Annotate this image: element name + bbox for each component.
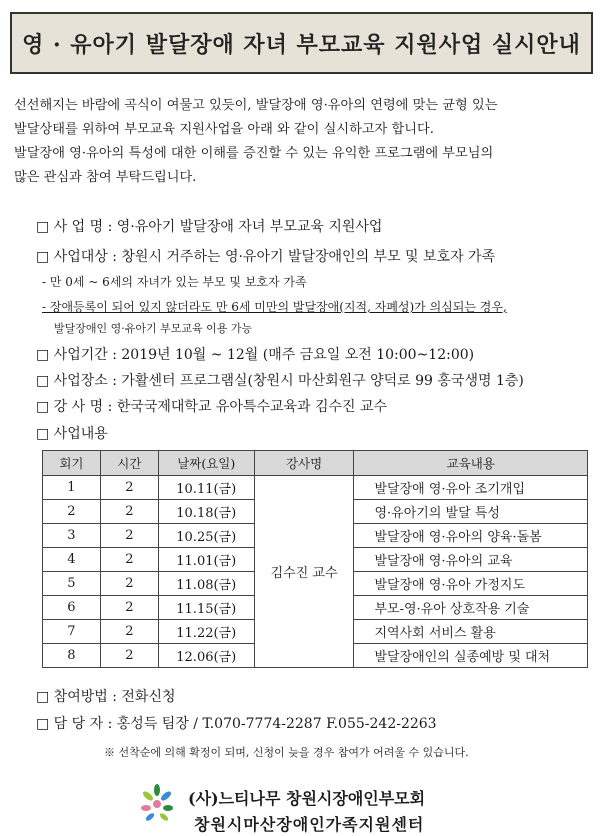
intro-line: 발달상태를 위하여 부모교육 지원사업을 아래 와 같이 실시하고자 합니다. (14, 122, 434, 137)
target-detail: 발달장애인 영·유아기 부모교육 이용 가능 (54, 322, 253, 335)
cell-hours: 2 (100, 500, 158, 524)
cell-date: 11.01(금) (158, 548, 254, 572)
cell-session: 2 (43, 500, 101, 524)
intro-paragraph (14, 94, 594, 190)
header-date: 날짜(요일) (158, 451, 254, 476)
cell-session: 3 (43, 524, 101, 548)
cell-date: 10.11(금) (158, 476, 254, 500)
cell-hours: 2 (100, 524, 158, 548)
cell-topic: 발달장애 영·유아의 교육 (354, 548, 588, 572)
cell-session: 1 (43, 476, 101, 500)
cell-session: 4 (43, 548, 101, 572)
target-detail: - 장애등록이 되어 있지 않더라도 만 6세 미만의 발달장애(지적, 자폐성)가 의심되는 경우, (42, 300, 507, 314)
cell-hours: 2 (100, 644, 158, 668)
header-lecturer: 강사명 (254, 451, 354, 476)
header-topic: 교육내용 (354, 451, 588, 476)
business-lecturer: □ 강 사 명 : 한국국제대학교 유아특수교육과 김수진 교수 (36, 399, 388, 415)
cell-topic: 영·유아기의 발달 특성 (354, 500, 588, 524)
leaf-logo-icon (140, 782, 174, 826)
business-name: □ 사 업 명 : 영·유아기 발달장애 자녀 부모교육 지원사업 (36, 219, 383, 235)
title-box (10, 12, 593, 74)
cell-topic: 발달장애 영·유아 가정지도 (354, 572, 588, 596)
cell-hours: 2 (100, 620, 158, 644)
cell-session: 6 (43, 596, 101, 620)
business-content: □ 사업내용 (36, 426, 108, 442)
target-detail: - 만 0세 ~ 6세의 자녀가 있는 부모 및 보호자 가족 (42, 275, 307, 289)
intro-line: 선선해지는 바람에 곡식이 여물고 있듯이, 발달장애 영·유아의 연령에 맞는 균형 있는 (14, 98, 498, 113)
cell-session: 5 (43, 572, 101, 596)
intro-line: 발달장애 영·유아의 특성에 대한 이해를 증진할 수 있는 유익한 프로그램에 부모님의 (14, 146, 494, 161)
cell-topic: 부모-영·유아 상호작용 기술 (354, 596, 588, 620)
intro-line: 많은 관심과 참여 부탁드립니다. (14, 170, 197, 185)
business-period: □ 사업기간 : 2019년 10월 ~ 12월 (매주 금요일 오전 10:00~12:00) (36, 347, 475, 363)
cell-date: 10.25(금) (158, 524, 254, 548)
cell-session: 8 (43, 644, 101, 668)
cell-date: 11.22(금) (158, 620, 254, 644)
cell-topic: 발달장애 영·유아 조기개입 (354, 476, 588, 500)
cell-hours: 2 (100, 572, 158, 596)
header-session: 회기 (43, 451, 101, 476)
cell-date: 12.06(금) (158, 644, 254, 668)
cell-topic: 발달장애인의 실종예방 및 대처 (354, 644, 588, 668)
cell-hours: 2 (100, 476, 158, 500)
page-title: 영 · 유아기 발달장애 자녀 부모교육 지원사업 실시안내 (22, 31, 581, 58)
schedule-table (42, 450, 588, 668)
cell-session: 7 (43, 620, 101, 644)
cell-date: 11.08(금) (158, 572, 254, 596)
header-hours: 시간 (100, 451, 158, 476)
business-place: □ 사업장소 : 가활센터 프로그램실(창원시 마산회원구 양덕로 99 홍국생명 1층) (36, 373, 524, 389)
business-target: □ 사업대상 : 창원시 거주하는 영·유아기 발달장애인의 부모 및 보호자 가족 (36, 249, 496, 265)
cell-lecturer: 김수진 교수 (254, 476, 354, 668)
table-header-row (43, 451, 588, 476)
org-name-1: (사)느티나무 창원시장애인부모회 (188, 789, 426, 808)
cell-topic: 발달장애 영·유아의 양육·돌봄 (354, 524, 588, 548)
table-row (43, 476, 588, 500)
cell-topic: 지역사회 서비스 활용 (354, 620, 588, 644)
cell-hours: 2 (100, 596, 158, 620)
contact-person: □ 담 당 자 : 홍성득 팀장 / T.070-7774-2287 F.055-242-2263 (36, 716, 437, 732)
cell-hours: 2 (100, 548, 158, 572)
cell-date: 11.15(금) (158, 596, 254, 620)
participation-method: □ 참여방법 : 전화신청 (36, 689, 176, 705)
org-name-2: 창원시마산장애인가족지원센터 (194, 815, 425, 834)
notice-text: ※ 선착순에 의해 확정이 되며, 신청이 늦을 경우 참여가 어려울 수 있습니다. (104, 746, 469, 759)
cell-date: 10.18(금) (158, 500, 254, 524)
